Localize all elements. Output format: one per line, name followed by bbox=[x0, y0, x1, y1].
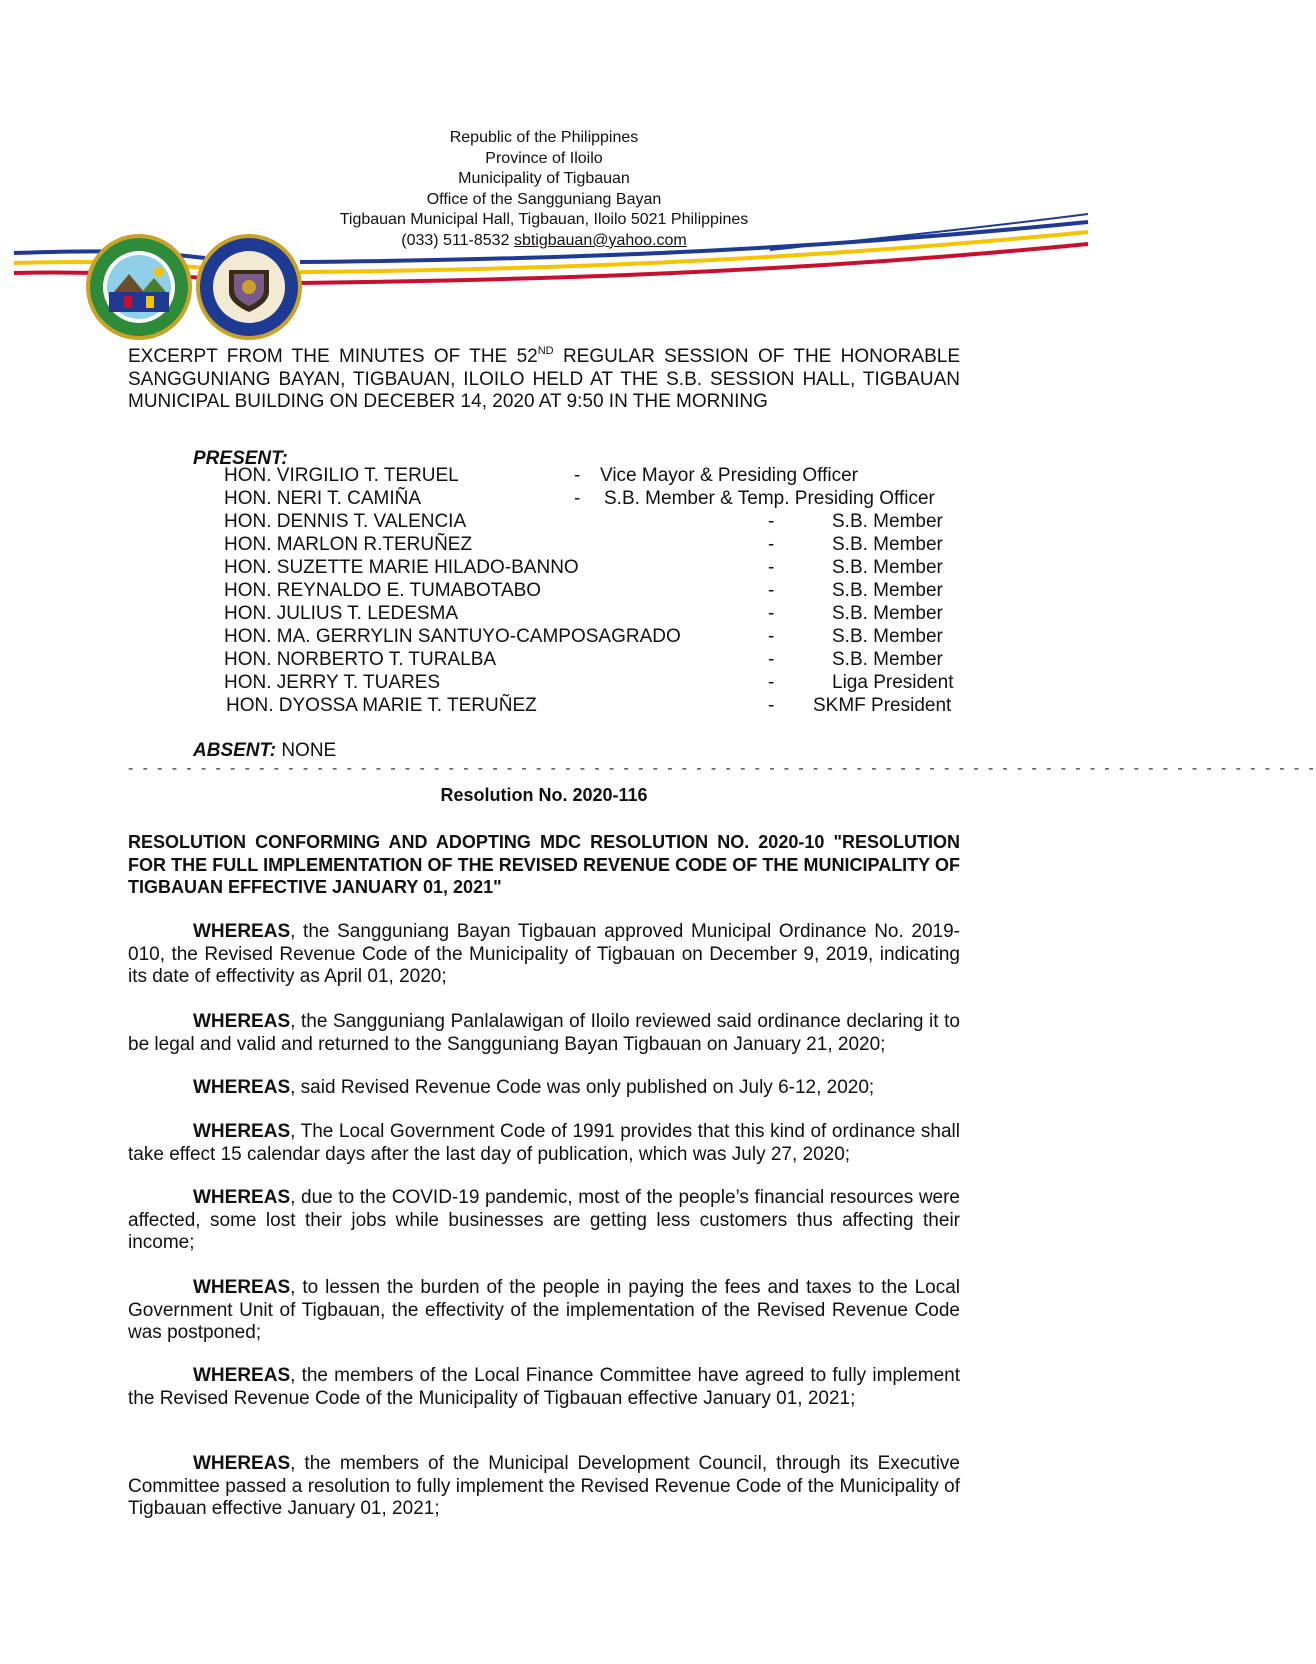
attendee-name: HON. SUZETTE MARIE HILADO-BANNO bbox=[224, 557, 579, 578]
attendee-dash: - bbox=[768, 603, 775, 624]
attendee-row bbox=[0, 580, 1088, 602]
whereas-paragraph bbox=[128, 1453, 960, 1521]
attendee-role: S.B. Member & Temp. Presiding Officer bbox=[604, 488, 935, 509]
attendee-row bbox=[0, 465, 1088, 487]
resolution-number: Resolution No. 2020-116 bbox=[440, 785, 648, 805]
municipality-seal-logo bbox=[84, 232, 194, 342]
header-line-republic: Republic of the Philippines bbox=[449, 129, 639, 146]
whereas-keyword: WHEREAS bbox=[193, 1077, 291, 1098]
absent-value: NONE bbox=[276, 740, 337, 761]
ordinal-superscript: ND bbox=[537, 345, 554, 357]
attendee-role: S.B. Member bbox=[832, 626, 943, 647]
header-contact bbox=[300, 231, 788, 252]
whereas-text: , the Sangguniang Bayan Tigbauan approved Municipal Ordinance No. 2019-010, the Revised Revenue Code of the Municipality of Tigbauan on December 9, 2019, indicating its date of effectivity as April 01, 2020; bbox=[128, 921, 960, 987]
attendee-role: Vice Mayor & Presiding Officer bbox=[600, 465, 859, 486]
whereas-keyword: WHEREAS bbox=[193, 1011, 291, 1032]
whereas-keyword: WHEREAS bbox=[193, 1453, 291, 1474]
whereas-text: , the members of the Municipal Development Council, through its Executive Committee passed a resolution to fully implement the Revised Revenue Code of the Municipality of Tigbauan effective January 01, 2021; bbox=[128, 1453, 960, 1519]
whereas-paragraph bbox=[128, 1011, 960, 1056]
attendee-name: HON. JERRY T. TUARES bbox=[224, 672, 441, 693]
whereas-text: , said Revised Revenue Code was only published on July 6-12, 2020; bbox=[290, 1077, 875, 1098]
attendee-name: HON. REYNALDO E. TUMABOTABO bbox=[224, 580, 542, 601]
whereas-text: , the Sangguniang Panlalawigan of Iloilo reviewed said ordinance declaring it to be legal and valid and returned to the Sangguniang Bayan Tigbauan on January 21, 2020; bbox=[128, 1011, 960, 1055]
whereas-keyword: WHEREAS bbox=[193, 1365, 291, 1386]
present-label: PRESENT: bbox=[193, 448, 288, 469]
attendee-name: HON. MARLON R.TERUÑEZ bbox=[224, 534, 473, 555]
attendee-row bbox=[0, 649, 1088, 671]
attendee-role: S.B. Member bbox=[832, 603, 943, 624]
whereas-text: , to lessen the burden of the people in paying the fees and taxes to the Local Government Unit of Tigbauan, the effectivity of the implementation of the Revised Revenue Code was postponed; bbox=[128, 1277, 960, 1343]
attendee-name: HON. DENNIS T. VALENCIA bbox=[224, 511, 467, 532]
attendee-row bbox=[0, 534, 1088, 556]
whereas-keyword: WHEREAS bbox=[193, 921, 291, 942]
attendee-dash: - bbox=[768, 649, 775, 670]
whereas-paragraph bbox=[128, 1187, 960, 1255]
whereas-paragraph bbox=[128, 1077, 960, 1100]
letterhead bbox=[0, 0, 1088, 340]
whereas-text: , The Local Government Code of 1991 provides that this kind of ordinance shall take effect 15 calendar days after the last day of publication, which was July 27, 2020; bbox=[128, 1121, 960, 1165]
email-link[interactable]: sbtigbauan@yahoo.com bbox=[513, 231, 687, 249]
whereas-keyword: WHEREAS bbox=[193, 1187, 291, 1208]
attendee-row bbox=[0, 672, 1088, 694]
minutes-heading bbox=[128, 346, 960, 414]
attendee-name: HON. VIRGILIO T. TERUEL bbox=[224, 465, 459, 486]
attendee-dash: - bbox=[768, 626, 775, 647]
attendee-dash: - bbox=[768, 557, 775, 578]
letterhead-text bbox=[300, 128, 788, 252]
header-line-address: Tigbauan Municipal Hall, Tigbauan, Iloilo 5021 Philippines bbox=[339, 211, 749, 229]
attendee-dash: - bbox=[574, 465, 581, 486]
whereas-paragraph bbox=[128, 1121, 960, 1166]
whereas-paragraph bbox=[128, 1277, 960, 1345]
phone-number: (033) 511-8532 bbox=[401, 231, 510, 249]
minutes-heading-part2: REGULAR SESSION OF THE HONORABLE SANGGUNIANG BAYAN, TIGBAUAN, ILOILO HELD AT THE S.B. SESSION HALL, TIGBAUAN MUNICIPAL BUILDING ON DECEBER 14, 2020 AT 9:50 IN THE MORNING bbox=[128, 346, 960, 412]
attendee-role: S.B. Member bbox=[832, 534, 943, 555]
minutes-heading-part1: EXCERPT FROM THE MINUTES OF THE 52 bbox=[128, 346, 538, 367]
attendee-row bbox=[0, 557, 1088, 579]
attendee-role: S.B. Member bbox=[832, 580, 943, 601]
attendee-row bbox=[0, 511, 1088, 533]
attendee-role: S.B. Member bbox=[832, 511, 943, 532]
attendee-row bbox=[0, 603, 1088, 625]
attendee-role: S.B. Member bbox=[832, 649, 943, 670]
attendee-dash: - bbox=[768, 534, 775, 555]
attendee-name: HON. NORBERTO T. TURALBA bbox=[224, 649, 497, 670]
whereas-text: , the members of the Local Finance Committee have agreed to fully implement the Revised Revenue Code of the Municipality of Tigbauan effective January 01, 2021; bbox=[128, 1365, 960, 1409]
dashed-divider: - - - - - - - - - - - - - - - - - - - - - - - - - - - - - - - - - - - - - - - - - - - - - - - - - - - - - - - - - - - - - - - - - - - - - - - - - - - - - - - - - - bbox=[128, 760, 1316, 777]
attendee-name: HON. JULIUS T. LEDESMA bbox=[224, 603, 459, 624]
whereas-text: , due to the COVID-19 pandemic, most of the people’s financial resources were affected, some lost their jobs while businesses are getting less customers thus affecting their income; bbox=[128, 1187, 960, 1253]
attendee-dash: - bbox=[768, 672, 775, 693]
header-line-province: Province of Iloilo bbox=[485, 149, 603, 167]
whereas-paragraph bbox=[128, 1365, 960, 1410]
absent-label: ABSENT: bbox=[193, 740, 277, 761]
whereas-keyword: WHEREAS bbox=[193, 1121, 291, 1142]
attendee-row bbox=[0, 488, 1088, 510]
header-line-office: Office of the Sangguniang Bayan bbox=[426, 190, 662, 208]
attendee-dash: - bbox=[768, 580, 775, 601]
attendee-dash: - bbox=[574, 488, 581, 509]
attendee-dash: - bbox=[768, 695, 775, 716]
attendee-name: HON. DYOSSA MARIE T. TERUÑEZ bbox=[226, 695, 537, 716]
header-line-municipality: Municipality of Tigbauan bbox=[458, 170, 630, 188]
sangguniang-bayan-seal-logo bbox=[194, 232, 304, 342]
whereas-keyword: WHEREAS bbox=[193, 1277, 291, 1298]
attendee-role: SKMF President bbox=[813, 695, 952, 716]
attendee-role: Liga President bbox=[832, 672, 954, 693]
attendee-name: HON. MA. GERRYLIN SANTUYO-CAMPOSAGRADO bbox=[224, 626, 681, 647]
attendee-row bbox=[0, 626, 1088, 648]
whereas-paragraph bbox=[128, 921, 960, 989]
resolution-title: RESOLUTION CONFORMING AND ADOPTING MDC RESOLUTION NO. 2020-10 "RESOLUTION FOR THE FULL IMPLEMENTATION OF THE REVISED REVENUE CODE OF THE MUNICIPALITY OF TIGBAUAN EFFECTIVE JANUARY 01, 2021" bbox=[128, 832, 960, 897]
attendee-role: S.B. Member bbox=[832, 557, 943, 578]
attendee-dash: - bbox=[768, 511, 775, 532]
attendee-name: HON. NERI T. CAMIÑA bbox=[224, 488, 422, 509]
absent-line bbox=[193, 740, 336, 762]
attendee-row bbox=[0, 695, 1088, 717]
